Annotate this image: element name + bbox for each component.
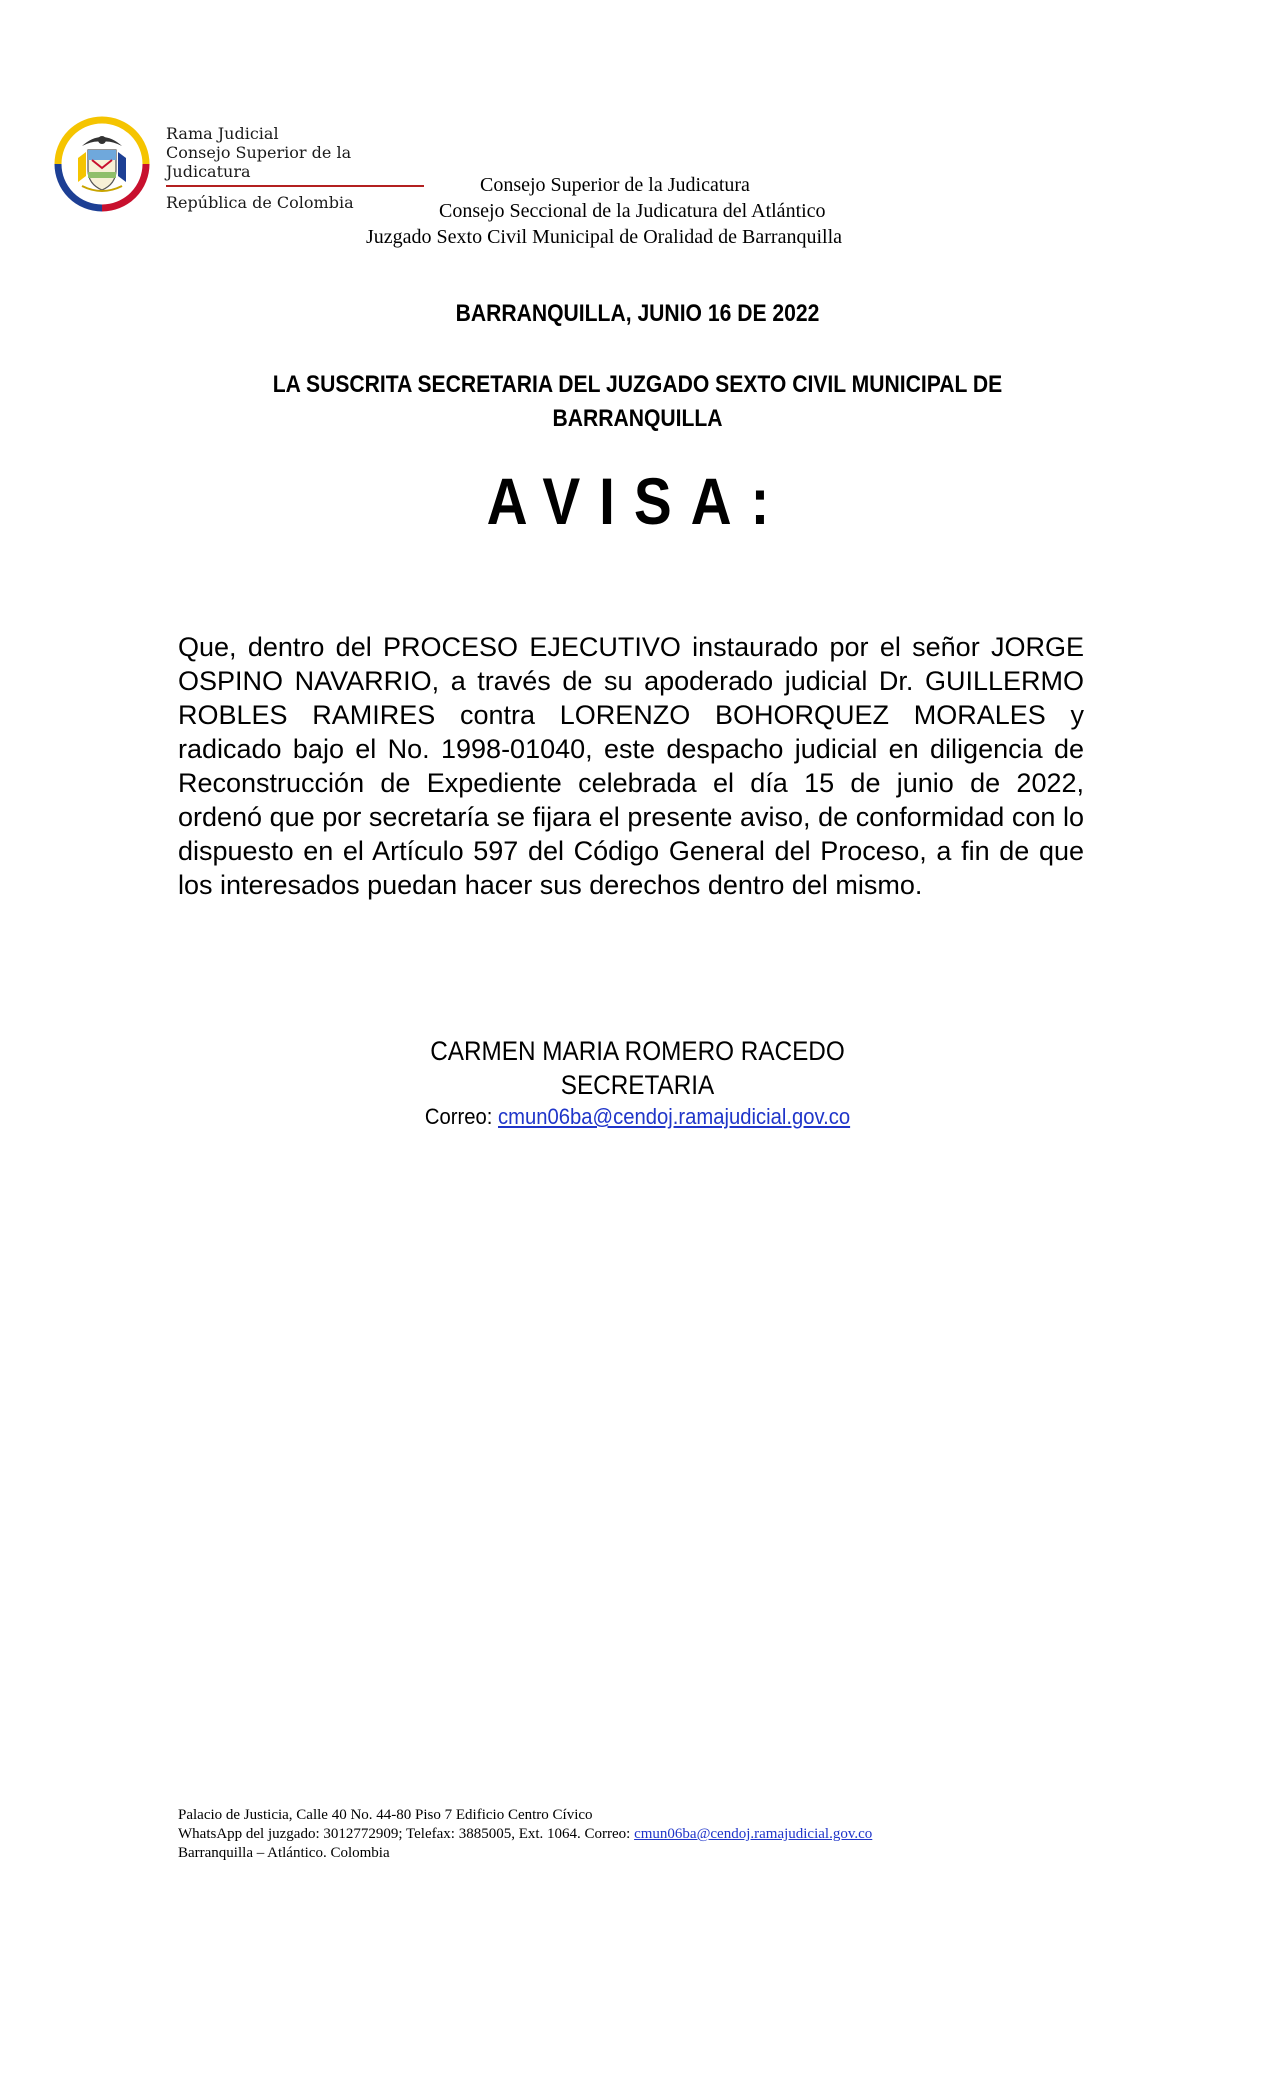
date-heading: BARRANQUILLA, JUNIO 16 DE 2022 <box>455 300 820 327</box>
logo-consejo-superior: Consejo Superior de la Judicatura <box>166 143 352 181</box>
signature-email-link[interactable]: cmun06ba@cendoj.ramajudicial.gov.co <box>498 1104 851 1129</box>
logo-rama-judicial: Rama Judicial <box>166 124 279 143</box>
signature-title: SECRETARIA <box>560 1070 715 1100</box>
logo-divider <box>166 185 424 187</box>
suscrita-line-2: BARRANQUILLA <box>552 405 723 432</box>
logo-text <box>166 124 424 212</box>
rama-judicial-logo <box>44 106 424 226</box>
footer-contact-text: WhatsApp del juzgado: 3012772909; Telefax: 3885005, Ext. 1064. Correo: <box>178 1826 635 1842</box>
header-office-1: Consejo Superior de la Judicatura <box>480 174 750 196</box>
signature-email-line <box>51 1104 1224 1130</box>
header-office-2: Consejo Seccional de la Judicatura del Atlántico <box>439 200 826 222</box>
footer-city: Barranquilla – Atlántico. Colombia <box>178 1845 390 1861</box>
notice-body: Que, dentro del PROCESO EJECUTIVO instaurado por el señor JORGE OSPINO NAVARRIO, a través de su apoderado judicial Dr. GUILLERMO ROBLES RAMIRES contra LORENZO BOHORQUEZ MORALES y radicado bajo el No. 1998-01040, este despacho judicial en diligencia de Reconstrucción de Expediente celebrada el día 15 de junio de 2022, ordenó que por secretaría se fijara el presente aviso, de conformidad con lo dispuesto en el Artículo 597 del Código General del Proceso, a fin de que los interesados puedan hacer sus derechos dentro del mismo. <box>178 632 1084 900</box>
footer-email-link[interactable]: cmun06ba@cendoj.ramajudicial.gov.co <box>634 1826 873 1842</box>
header-office-3: Juzgado Sexto Civil Municipal de Oralidad de Barranquilla <box>366 226 842 248</box>
suscrita-line-1: LA SUSCRITA SECRETARIA DEL JUZGADO SEXTO CIVIL MUNICIPAL DE <box>272 371 1003 398</box>
signature-email-label: Correo: <box>424 1104 499 1129</box>
coat-of-arms-icon <box>44 106 160 222</box>
footer-address: Palacio de Justicia, Calle 40 No. 44-80 Piso 7 Edificio Centro Cívico <box>178 1807 593 1823</box>
logo-republica: República de Colombia <box>166 193 354 212</box>
footer-contact <box>178 1825 872 1844</box>
avisa-title: AVISA: <box>486 464 789 538</box>
signature-name: CARMEN MARIA ROMERO RACEDO <box>430 1036 845 1066</box>
suscrita-heading <box>77 368 1199 436</box>
